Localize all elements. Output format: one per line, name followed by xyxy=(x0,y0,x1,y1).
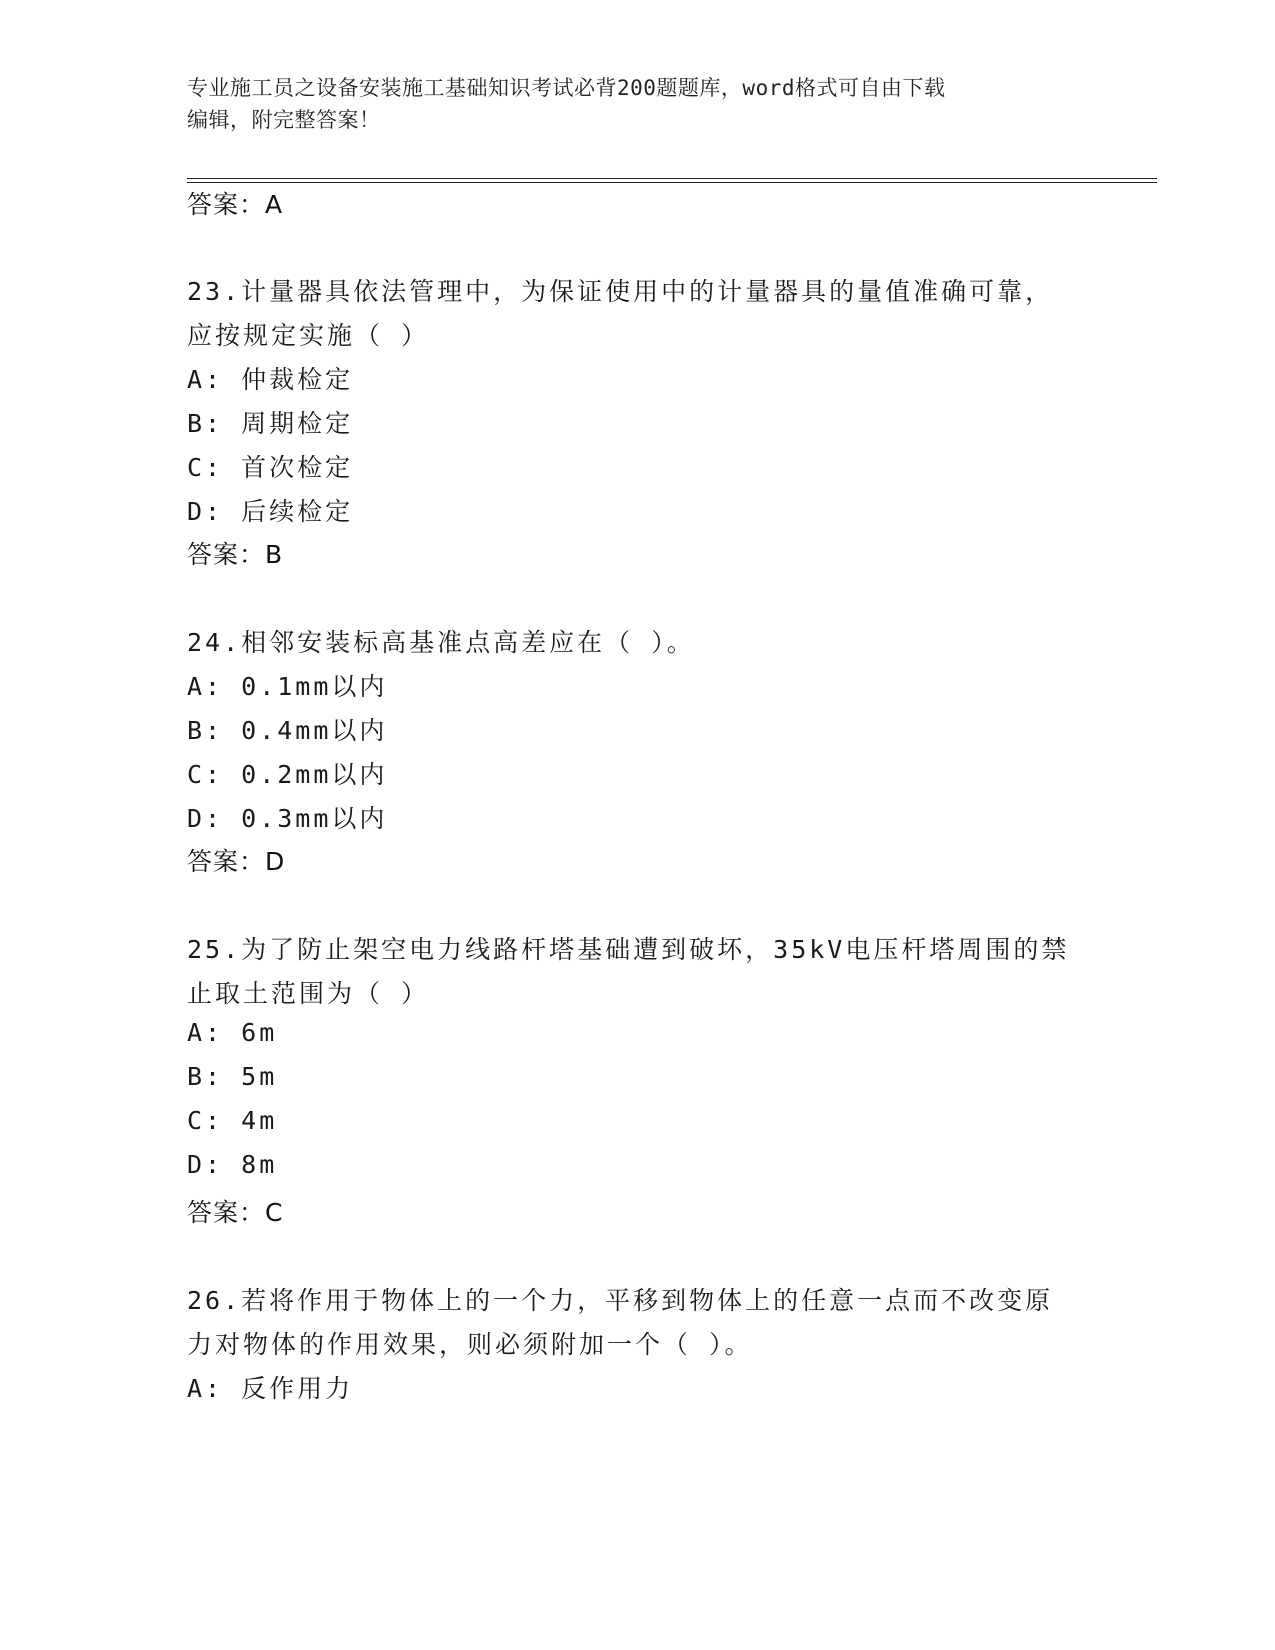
question-25-option-d: D: 8m xyxy=(187,1150,278,1179)
question-23-option-b: B: 周期检定 xyxy=(187,409,354,438)
question-25-answer: 答案：C xyxy=(187,1198,284,1227)
header-title-line-1: 专业施工员之设备安装施工基础知识考试必背200题题库，word格式可自由下载 xyxy=(187,76,946,100)
question-24-option-a: A: 0.1mm以内 xyxy=(187,672,388,701)
question-25-option-b: B: 5m xyxy=(187,1062,278,1091)
question-23-answer: 答案：B xyxy=(187,540,284,569)
question-23-option-c: C: 首次检定 xyxy=(187,453,354,482)
question-24-option-c: C: 0.2mm以内 xyxy=(187,760,388,789)
question-24-answer: 答案：D xyxy=(187,847,286,876)
question-26-text-line-1: 26.若将作用于物体上的一个力，平移到物体上的任意一点而不改变原 xyxy=(187,1286,1054,1315)
question-23-text-line-2: 应按规定实施（ ） xyxy=(187,321,430,350)
question-25-text-line-2: 止取土范围为（ ） xyxy=(187,979,430,1008)
question-25-option-c: C: 4m xyxy=(187,1106,278,1135)
question-26-option-a: A: 反作用力 xyxy=(187,1374,354,1403)
question-24-option-b: B: 0.4mm以内 xyxy=(187,716,388,745)
header-divider-thin xyxy=(187,182,1157,183)
question-25-option-a: A: 6m xyxy=(187,1018,278,1047)
question-23-text-line-1: 23.计量器具依法管理中，为保证使用中的计量器具的量值准确可靠， xyxy=(187,277,1054,306)
question-26-text-line-2: 力对物体的作用效果，则必须附加一个（ ）。 xyxy=(187,1330,753,1359)
question-23-option-d: D: 后续检定 xyxy=(187,497,354,526)
previous-answer: 答案：A xyxy=(187,190,284,219)
question-24-text-line-1: 24.相邻安装标高基准点高差应在（ ）。 xyxy=(187,628,695,657)
question-25-text-line-1: 25.为了防止架空电力线路杆塔基础遭到破坏，35kV电压杆塔周围的禁 xyxy=(187,935,1070,964)
question-24-option-d: D: 0.3mm以内 xyxy=(187,804,388,833)
document-header xyxy=(187,72,1087,136)
header-title-line-2: 编辑，附完整答案！ xyxy=(187,108,381,132)
question-23-option-a: A: 仲裁检定 xyxy=(187,365,354,394)
header-divider xyxy=(187,178,1157,179)
